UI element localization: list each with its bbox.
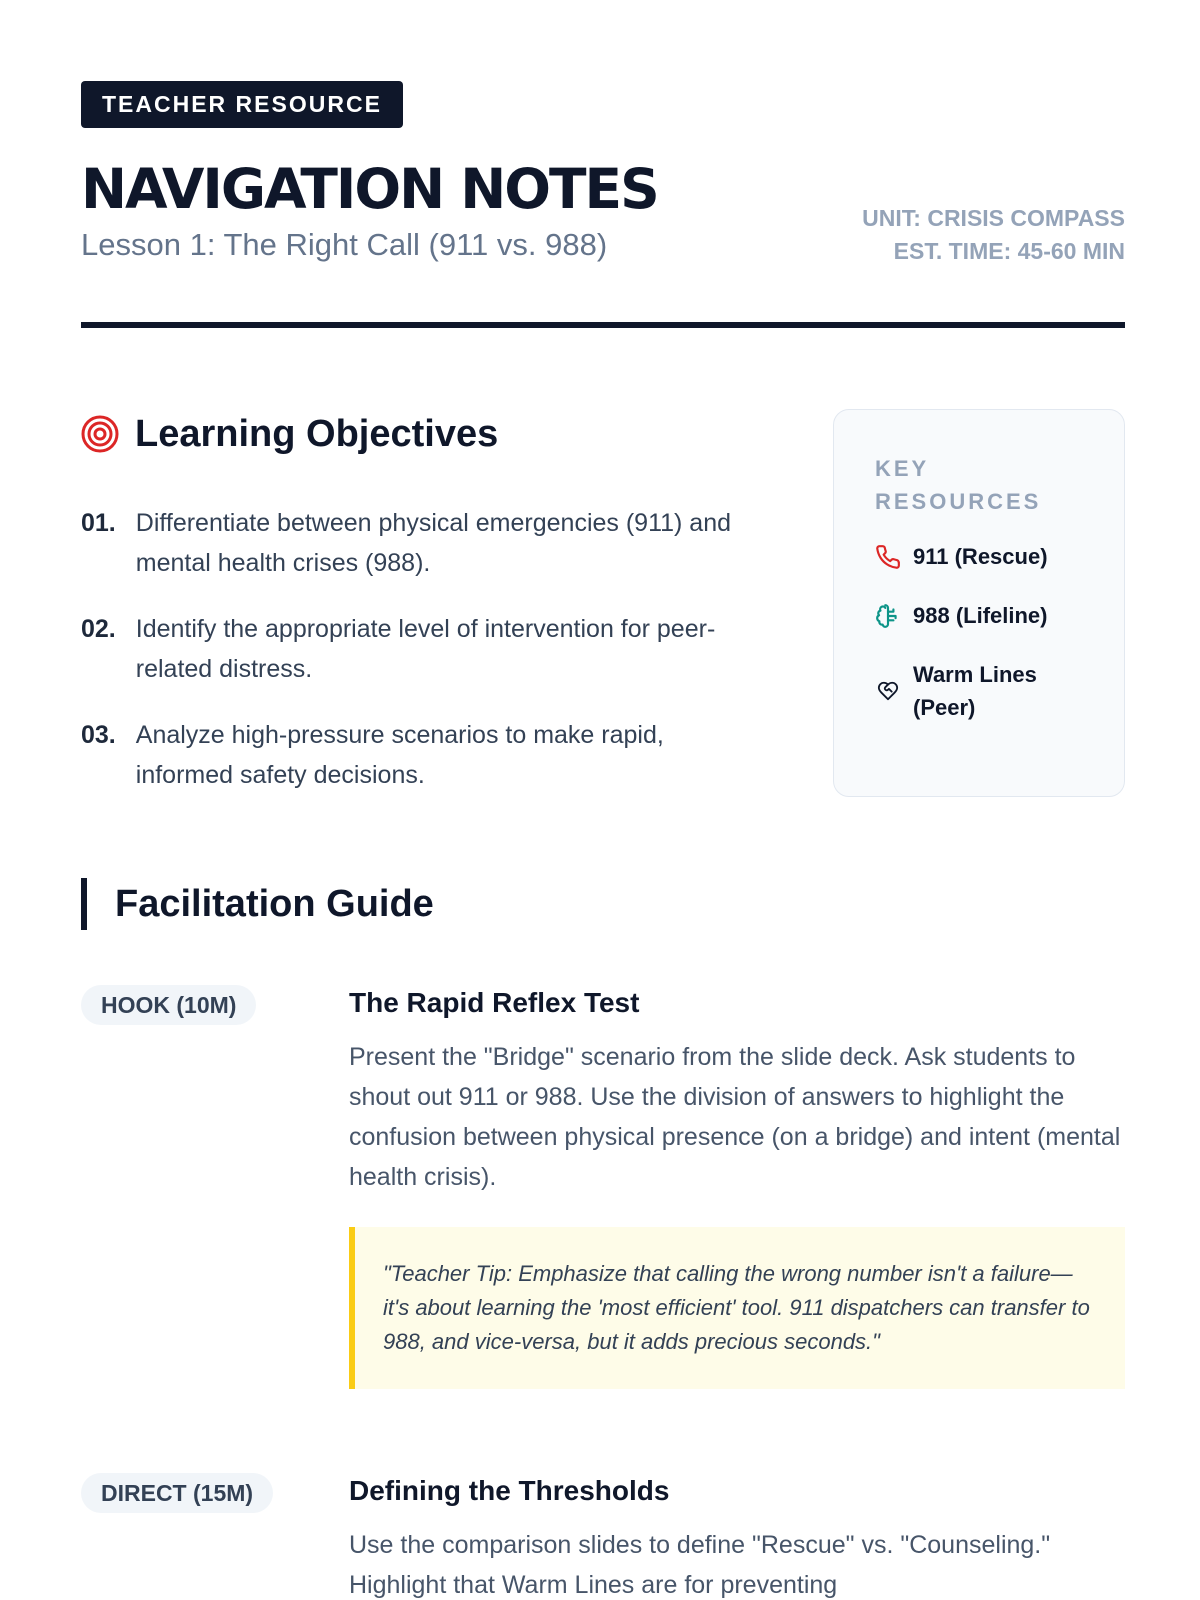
phase-description: Present the "Bridge" scenario from the slide deck. Ask students to shout out 911 or 988. Use the division of answers to highlight the confusion between physical presence (on a bridge) and intent (mental health crisis). [349, 1043, 1121, 1191]
objective-text: Analyze high-pressure scenarios to make rapid, informed safety decisions. [135, 721, 664, 789]
time-estimate: EST. TIME: 45-60 MIN [893, 238, 1125, 264]
heading-accent-bar [81, 878, 87, 930]
resource-label: 911 (Rescue) [913, 544, 1048, 569]
teacher-tip: "Teacher Tip: Emphasize that calling the wrong number isn't a failure—it's about learning the 'most efficient' tool. 911 dispatchers can transfer to 988, and vice-versa, but it adds precious seconds." [349, 1227, 1125, 1389]
objective-text: Identify the appropriate level of intervention for peer-related distress. [135, 615, 716, 683]
resource-item-warm-lines[interactable] [875, 658, 1094, 724]
objectives-title: Learning Objectives [135, 413, 499, 455]
phase-tag: DIRECT (15M) [81, 1473, 273, 1513]
objective-number: 03. [81, 721, 116, 749]
objective-item [81, 715, 761, 795]
target-icon [81, 415, 119, 453]
heart-handshake-icon [875, 678, 901, 704]
resource-label: 988 (Lifeline) [913, 603, 1048, 628]
lesson-subtitle: Lesson 1: The Right Call (911 vs. 988) [81, 227, 608, 262]
unit-label: UNIT: CRISIS COMPASS [862, 205, 1125, 231]
objective-number: 02. [81, 615, 116, 643]
page-title: NAVIGATION NOTES [81, 157, 658, 221]
phase-body [349, 985, 1125, 1389]
key-resources-card [833, 409, 1125, 797]
objectives-heading [81, 410, 498, 458]
objective-text: Differentiate between physical emergencies (911) and mental health crises (988). [135, 509, 732, 577]
phase-body [349, 1473, 1125, 1600]
resource-label: Warm Lines (Peer) [913, 662, 1037, 720]
objective-item [81, 503, 761, 583]
resource-item-988[interactable] [875, 599, 1094, 632]
phone-icon [875, 544, 901, 570]
resources-heading: KEY RESOURCES [875, 456, 1042, 514]
objectives-list [81, 503, 761, 821]
objective-number: 01. [81, 509, 116, 537]
phase-title: The Rapid Reflex Test [349, 987, 640, 1018]
facilitation-title: Facilitation Guide [115, 883, 434, 925]
phase-description: Use the comparison slides to define "Rescue" vs. "Counseling." Highlight that Warm Lines are for preventing [349, 1531, 1051, 1599]
brain-icon [875, 603, 901, 629]
phase-tag: HOOK (10M) [81, 985, 256, 1025]
resource-badge: TEACHER RESOURCE [81, 81, 403, 128]
resource-item-911[interactable] [875, 540, 1094, 573]
facilitation-heading [81, 878, 434, 930]
lesson-meta [862, 202, 1125, 268]
phase-title: Defining the Thresholds [349, 1475, 670, 1506]
header-divider [81, 322, 1125, 328]
objective-item [81, 609, 761, 689]
